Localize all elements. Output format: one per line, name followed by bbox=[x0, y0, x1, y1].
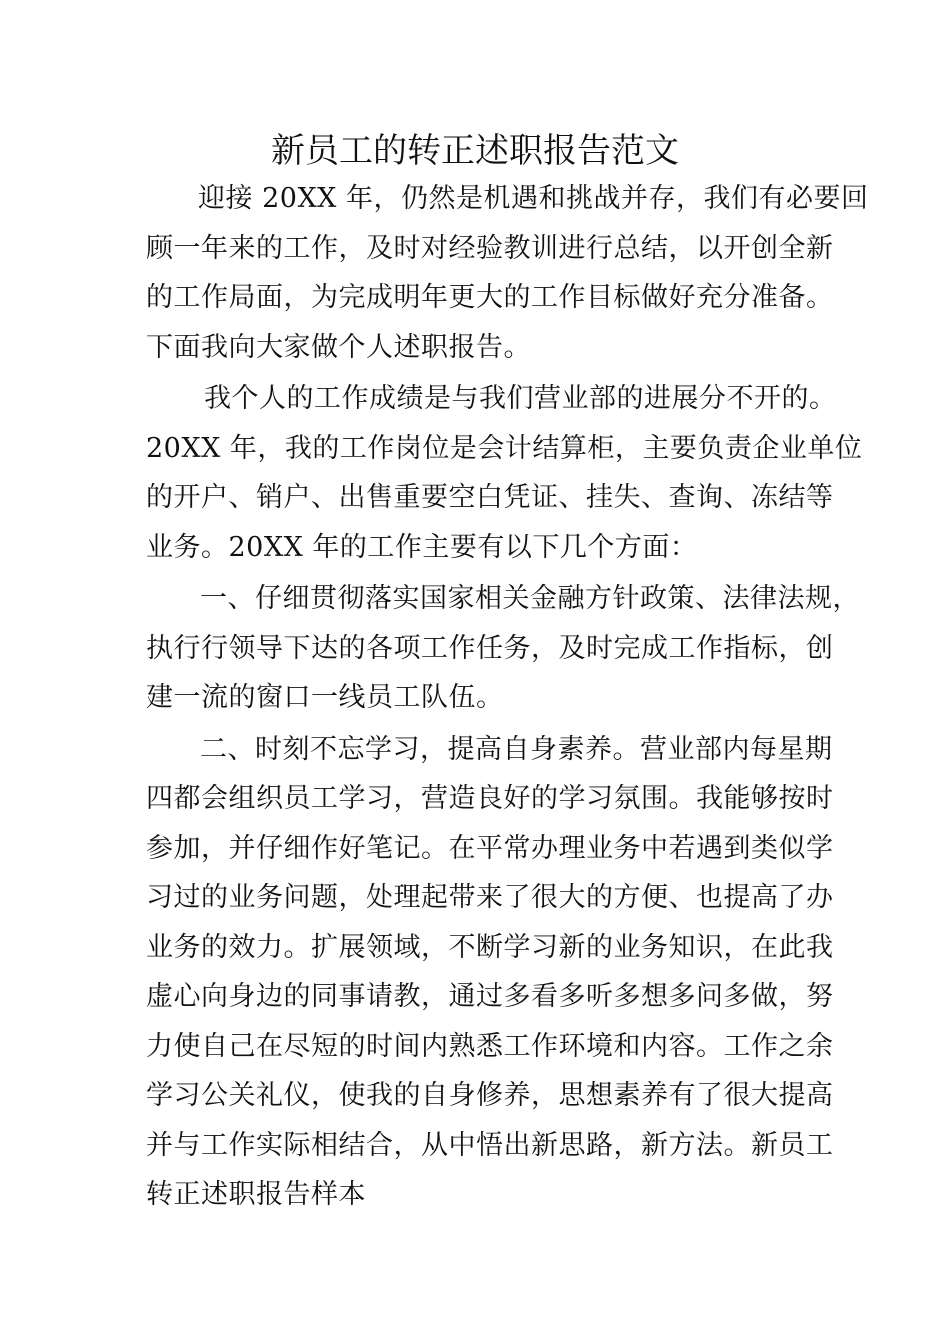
paragraph-line: 迎接 20XX 年，仍然是机遇和挑战并存，我们有必要回 bbox=[198, 183, 869, 214]
paragraph-intro bbox=[146, 174, 869, 372]
document-title: 新员工的转正述职报告范文 bbox=[271, 131, 679, 171]
paragraph-line: 我个人的工作成绩是与我们营业部的进展分不开的。 bbox=[204, 383, 837, 414]
paragraph-line: 业务。20XX 年的工作主要有以下几个方面： bbox=[146, 531, 698, 563]
paragraph-line: 习过的业务问题，处理起带来了很大的方便、也提高了办 bbox=[146, 882, 834, 913]
paragraph-point-two bbox=[146, 725, 836, 1220]
paragraph-line: 虚心向身边的同事请教，通过多看多听多想多问多做，努 bbox=[146, 981, 834, 1012]
paragraph-line: 下面我向大家做个人述职报告。 bbox=[146, 331, 531, 363]
paragraph-personal-work bbox=[146, 374, 863, 572]
paragraph-line: 学习公关礼仪，使我的自身修养，思想素养有了很大提高 bbox=[146, 1080, 834, 1111]
paragraph-line: 二、时刻不忘学习，提高自身素养。营业部内每星期 bbox=[200, 733, 833, 765]
paragraph-line: 的开户、销户、出售重要空白凭证、挂失、查询、冻结等 bbox=[146, 482, 834, 513]
paragraph-line: 一、仔细贯彻落实国家相关金融方针政策、法律法规， bbox=[200, 583, 860, 614]
paragraph-line: 并与工作实际相结合，从中悟出新思路，新方法。新员工 bbox=[146, 1129, 834, 1161]
paragraph-point-one bbox=[146, 574, 860, 723]
paragraph-line: 四都会组织员工学习，营造良好的学习氛围。我能够按时 bbox=[146, 783, 834, 814]
document-body bbox=[146, 174, 869, 1222]
paragraph-line: 的工作局面，为完成明年更大的工作目标做好充分准备。 bbox=[146, 282, 834, 313]
paragraph-line: 20XX 年，我的工作岗位是会计结算柜，主要负责企业单位 bbox=[146, 432, 863, 464]
paragraph-line: 业务的效力。扩展领域，不断学习新的业务知识，在此我 bbox=[146, 931, 834, 963]
paragraph-line: 参加，并仔细作好笔记。在平常办理业务中若遇到类似学 bbox=[146, 832, 834, 864]
paragraph-line: 建一流的窗口一线员工队伍。 bbox=[146, 682, 504, 713]
paragraph-line: 顾一年来的工作，及时对经验教训进行总结，以开创全新 bbox=[146, 232, 834, 264]
paragraph-line: 力使自己在尽短的时间内熟悉工作环境和内容。工作之余 bbox=[146, 1030, 834, 1062]
paragraph-line: 执行行领导下达的各项工作任务，及时完成工作指标，创 bbox=[146, 632, 834, 664]
paragraph-line: 转正述职报告样本 bbox=[146, 1179, 366, 1210]
